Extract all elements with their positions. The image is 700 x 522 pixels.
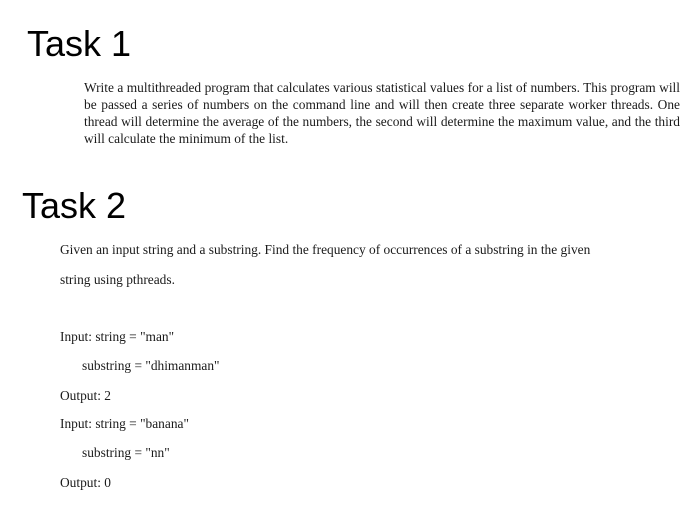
example-output: Output: 0 <box>60 475 111 490</box>
task1-heading: Task 1 <box>27 23 132 64</box>
task1-description: Write a multithreaded program that calculates various statistical values for a list of numbers. This program will be passed a series of numbers on the command line and will then create three separate worker threads. One thread will determine the average of the numbers, the second will determine the maximum value, and the third will calculate the minimum of the list. <box>84 80 680 146</box>
task2-description-line1: Given an input string and a substring. Find the frequency of occurrences of a substring in the given <box>60 242 591 257</box>
task2-description-line2: string using pthreads. <box>60 272 175 287</box>
example-output: Output: 2 <box>60 388 111 403</box>
example-substring: substring = "nn" <box>82 445 170 460</box>
example-substring: substring = "dhimanman" <box>82 358 220 373</box>
example-input: Input: string = "banana" <box>60 416 189 431</box>
example-input: Input: string = "man" <box>60 329 175 344</box>
task2-heading: Task 2 <box>22 185 127 226</box>
